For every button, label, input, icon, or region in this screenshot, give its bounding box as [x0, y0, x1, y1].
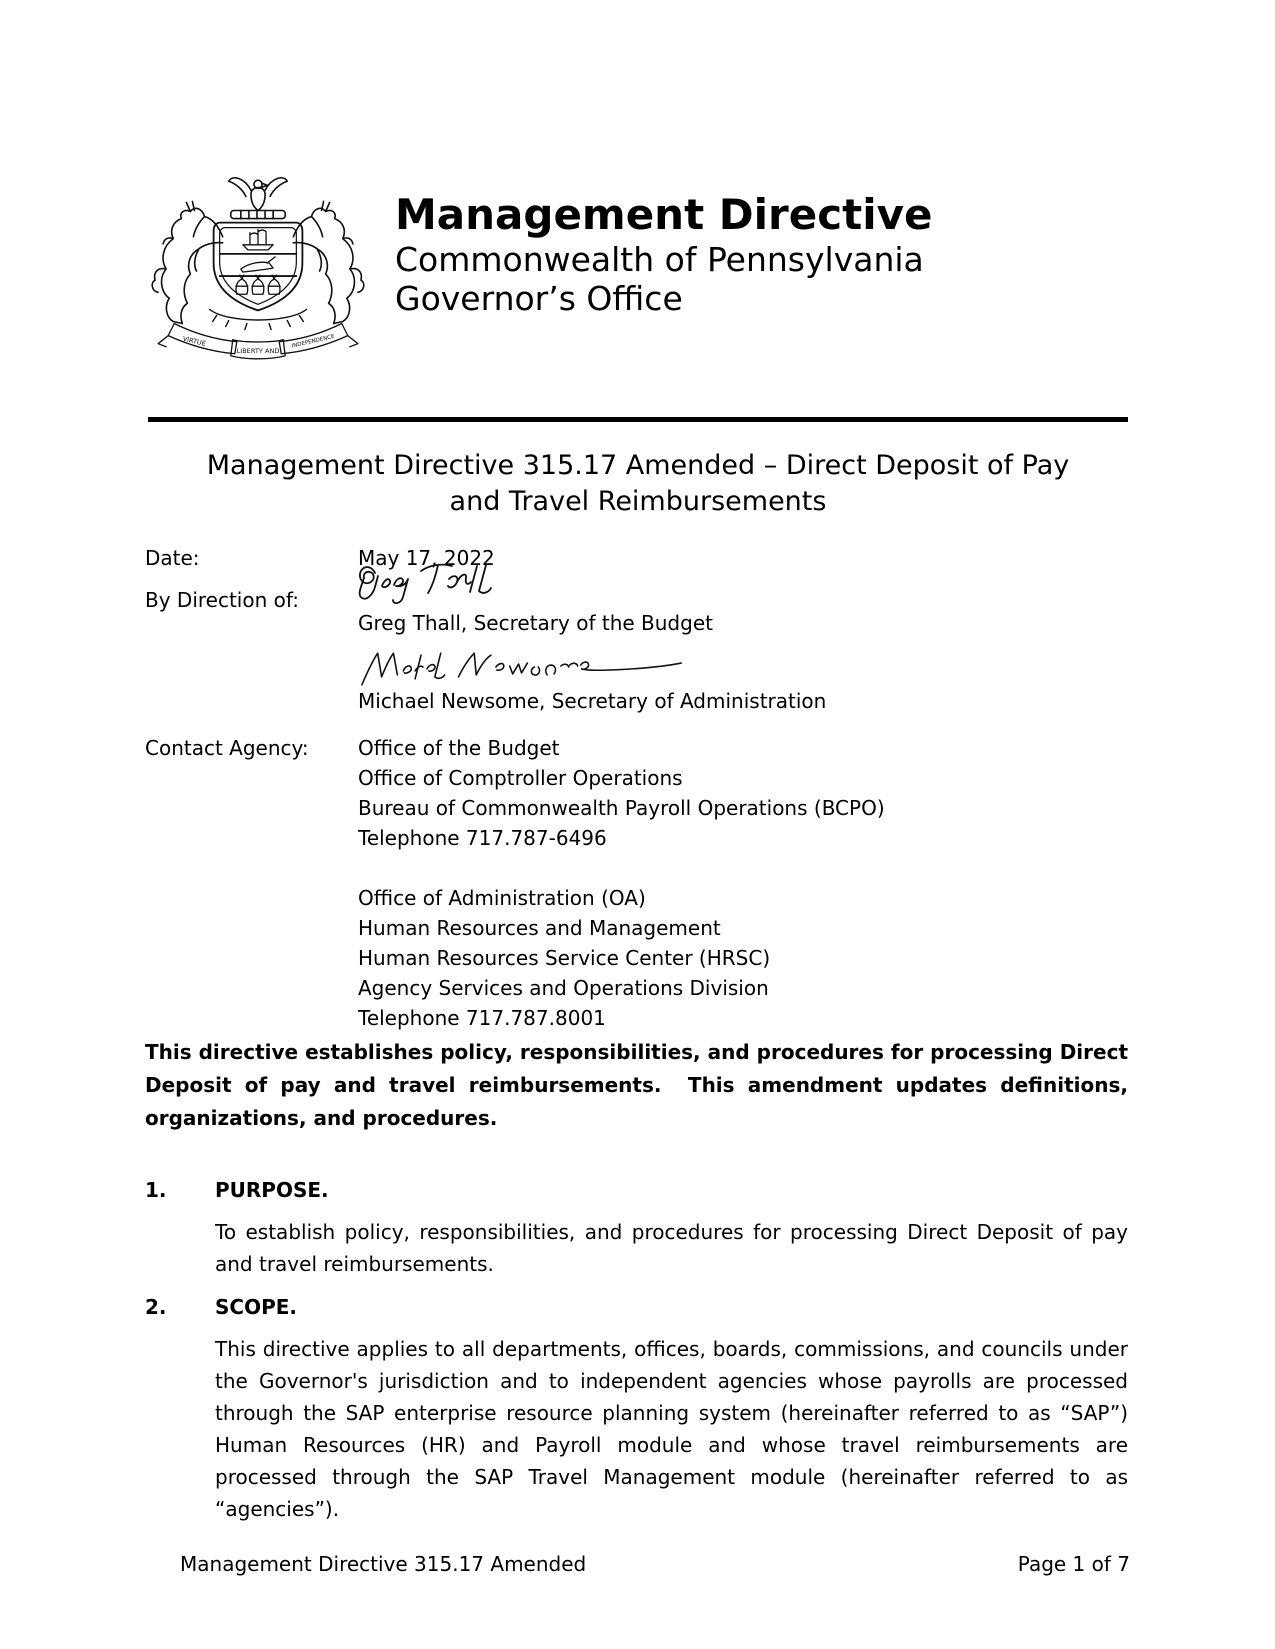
section-1-body: To establish policy, responsibilities, and procedures for processing Direct Deposit of pay and travel reimbursements.	[215, 1220, 1128, 1276]
contact-agency-group-1	[358, 733, 885, 853]
contact-line: Human Resources and Management	[358, 916, 721, 940]
contact-line: Telephone 717.787-6496	[358, 826, 607, 850]
document-title-line1: Management Directive 315.17 Amended – Direct Deposit of Pay	[206, 450, 1070, 481]
by-direction-label: By Direction of:	[145, 588, 299, 612]
signer-name-greg-thall: Greg Thall, Secretary of the Budget	[358, 611, 713, 635]
seal-motto-left: VIRTUE	[181, 334, 207, 348]
contact-line: Human Resources Service Center (HRSC)	[358, 946, 771, 970]
contact-line: Agency Services and Operations Division	[358, 976, 769, 1000]
contact-line: Bureau of Commonwealth Payroll Operations (BCPO)	[358, 796, 885, 820]
signer-name-michael-newsome: Michael Newsome, Secretary of Administration	[358, 689, 827, 713]
footer-doc-title: Management Directive 315.17 Amended	[180, 1552, 587, 1576]
section-2-body: This directive applies to all departments, offices, boards, commissions, and councils under the Governor's jurisdiction and to independent agencies whose payrolls are processed through the SAP enterprise resource planning system (hereinafter referred to as “SAP”) Human Resources (HR) and Payroll module and whose travel reimbursements are processed through the SAP Travel Management module (hereinafter referred to as “agencies”).	[215, 1337, 1128, 1521]
contact-line: Office of the Budget	[358, 736, 560, 760]
masthead-title: Management Directive	[395, 190, 933, 239]
section-2-heading: SCOPE.	[215, 1295, 298, 1319]
document-title	[148, 448, 1128, 520]
greg-thall-signature-image	[352, 559, 504, 609]
contact-agency-group-2	[358, 883, 770, 1033]
seal-motto-right: INDEPENDENCE	[291, 333, 336, 350]
seal-motto-center: LIBERTY AND	[236, 346, 280, 355]
date-label: Date:	[145, 546, 200, 570]
summary-paragraph: This directive establishes policy, responsibilities, and procedures for processing Direct Deposit of pay and travel reimbursements. This amendment updates definitions, organizations, and procedures.	[145, 1040, 1128, 1130]
contact-agency-label: Contact Agency:	[145, 736, 309, 760]
section-1-number: 1.	[145, 1178, 167, 1202]
masthead-subtitle-governors-office: Governor’s Office	[395, 279, 683, 318]
footer-page-number: Page 1 of 7	[1017, 1552, 1130, 1576]
date-value: May 17, 2022	[358, 546, 495, 570]
michael-newsome-signature-image	[356, 645, 691, 691]
section-2-number: 2.	[145, 1295, 167, 1319]
contact-line: Office of Administration (OA)	[358, 886, 646, 910]
header-divider-rule	[148, 417, 1128, 422]
section-1-heading: PURPOSE.	[215, 1178, 329, 1202]
document-title-line2: and Travel Reimbursements	[449, 486, 827, 517]
pennsylvania-coat-of-arms-icon	[146, 172, 370, 360]
contact-line: Office of Comptroller Operations	[358, 766, 683, 790]
masthead-subtitle-commonwealth: Commonwealth of Pennsylvania	[395, 240, 924, 279]
page-footer	[180, 1552, 1130, 1576]
contact-line: Telephone 717.787.8001	[358, 1006, 606, 1030]
